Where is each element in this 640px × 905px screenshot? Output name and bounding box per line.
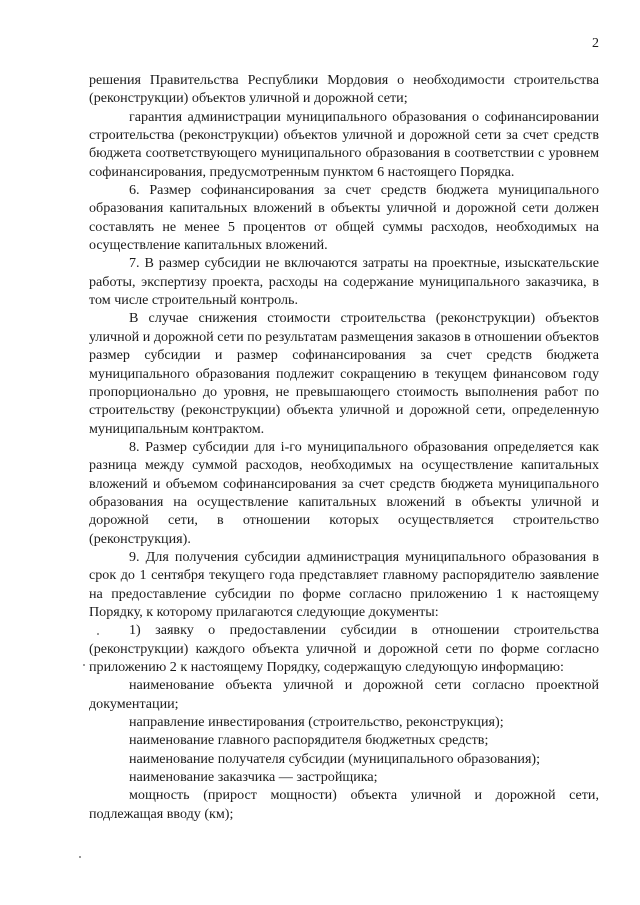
list-item-capacity: мощность (прирост мощности) объекта уличной и дорожной сети, подлежащая вводу (км); <box>89 787 599 822</box>
list-item-investment-direction: направление инвестирования (строительство, реконструкция); <box>129 714 504 731</box>
scan-speck <box>79 856 81 858</box>
paragraph-item-7: 7. В размер субсидии не включаются затраты на проектные, изыскательские работы, экспертизу проекта, расходы на содержание муниципального заказчика, в том числе строительный контроль. <box>89 255 599 309</box>
paragraph-guarantee: гарантия администрации муниципального образования о софинансировании строительства (реконструкции) объектов уличной и дорожной сети за счет средств бюджета соответствующего муниципального образования в соответствии с уровнем софинансирования, предусмотренным пунктом 6 настоящего Порядка. <box>89 108 599 180</box>
paragraph-item-9: 9. Для получения субсидии администрация муниципального образования в срок до 1 сентября текущего года представляет главному распорядителю заявление на предоставление субсидии по форме согласно приложению 1 к настоящему Порядку, к которому прилагаются следующие документы: <box>89 548 599 620</box>
list-item-recipient: наименование получателя субсидии (муниципального образования); <box>129 750 541 767</box>
paragraph-item-6: 6. Размер софинансирования за счет средств бюджета муниципального образования капитальных вложений в объекты уличной и дорожной сети должен составлять не менее 5 процентов от общей суммы расходов, необходимых на осуществление капитальных вложений. <box>89 182 599 254</box>
list-item-main-manager: наименование главного распорядителя бюджетных средств; <box>129 732 489 749</box>
document-body <box>89 71 599 823</box>
paragraph-item-8: 8. Размер субсидии для i-го муниципального образования определяется как разница между суммой расходов, необходимых на осуществление капитальных вложений и объемом софинансирования за счет средств бюджета муниципального образования на осуществление капитальных вложений в объекты уличной и дорожной сети, в отношении которых осуществляется строительство (реконструкция). <box>89 438 599 547</box>
page-number: 2 <box>592 36 599 51</box>
list-item-customer: наименование заказчика — застройщика; <box>129 769 378 786</box>
list-item-object-name: наименование объекта уличной и дорожной сети согласно проектной документации; <box>89 677 599 712</box>
scan-speck <box>97 633 99 635</box>
paragraph-cost-reduction: В случае снижения стоимости строительства (реконструкции) объектов уличной и дорожной сети по результатам размещения заказов в отношении объектов размер субсидии и размер софинансирования за счет средств бюджета муниципального образования подлежит сокращению в текущем финансовом году пропорционально до уровня, не превышающего стоимость выполнения работ по строительству (реконструкции) объекта уличной и дорожной сети, определенную муниципальным контрактом. <box>89 310 599 437</box>
scan-speck <box>83 664 85 666</box>
paragraph-decision-continuation: решения Правительства Республики Мордовия о необходимости строительства (реконструкции) объектов уличной и дорожной сети; <box>89 72 599 107</box>
paragraph-subitem-1: 1) заявку о предоставлении субсидии в отношении строительства (реконструкции) каждого объекта уличной и дорожной сети по форме согласно приложению 2 к настоящему Порядку, содержащую следующую информацию: <box>89 622 599 675</box>
